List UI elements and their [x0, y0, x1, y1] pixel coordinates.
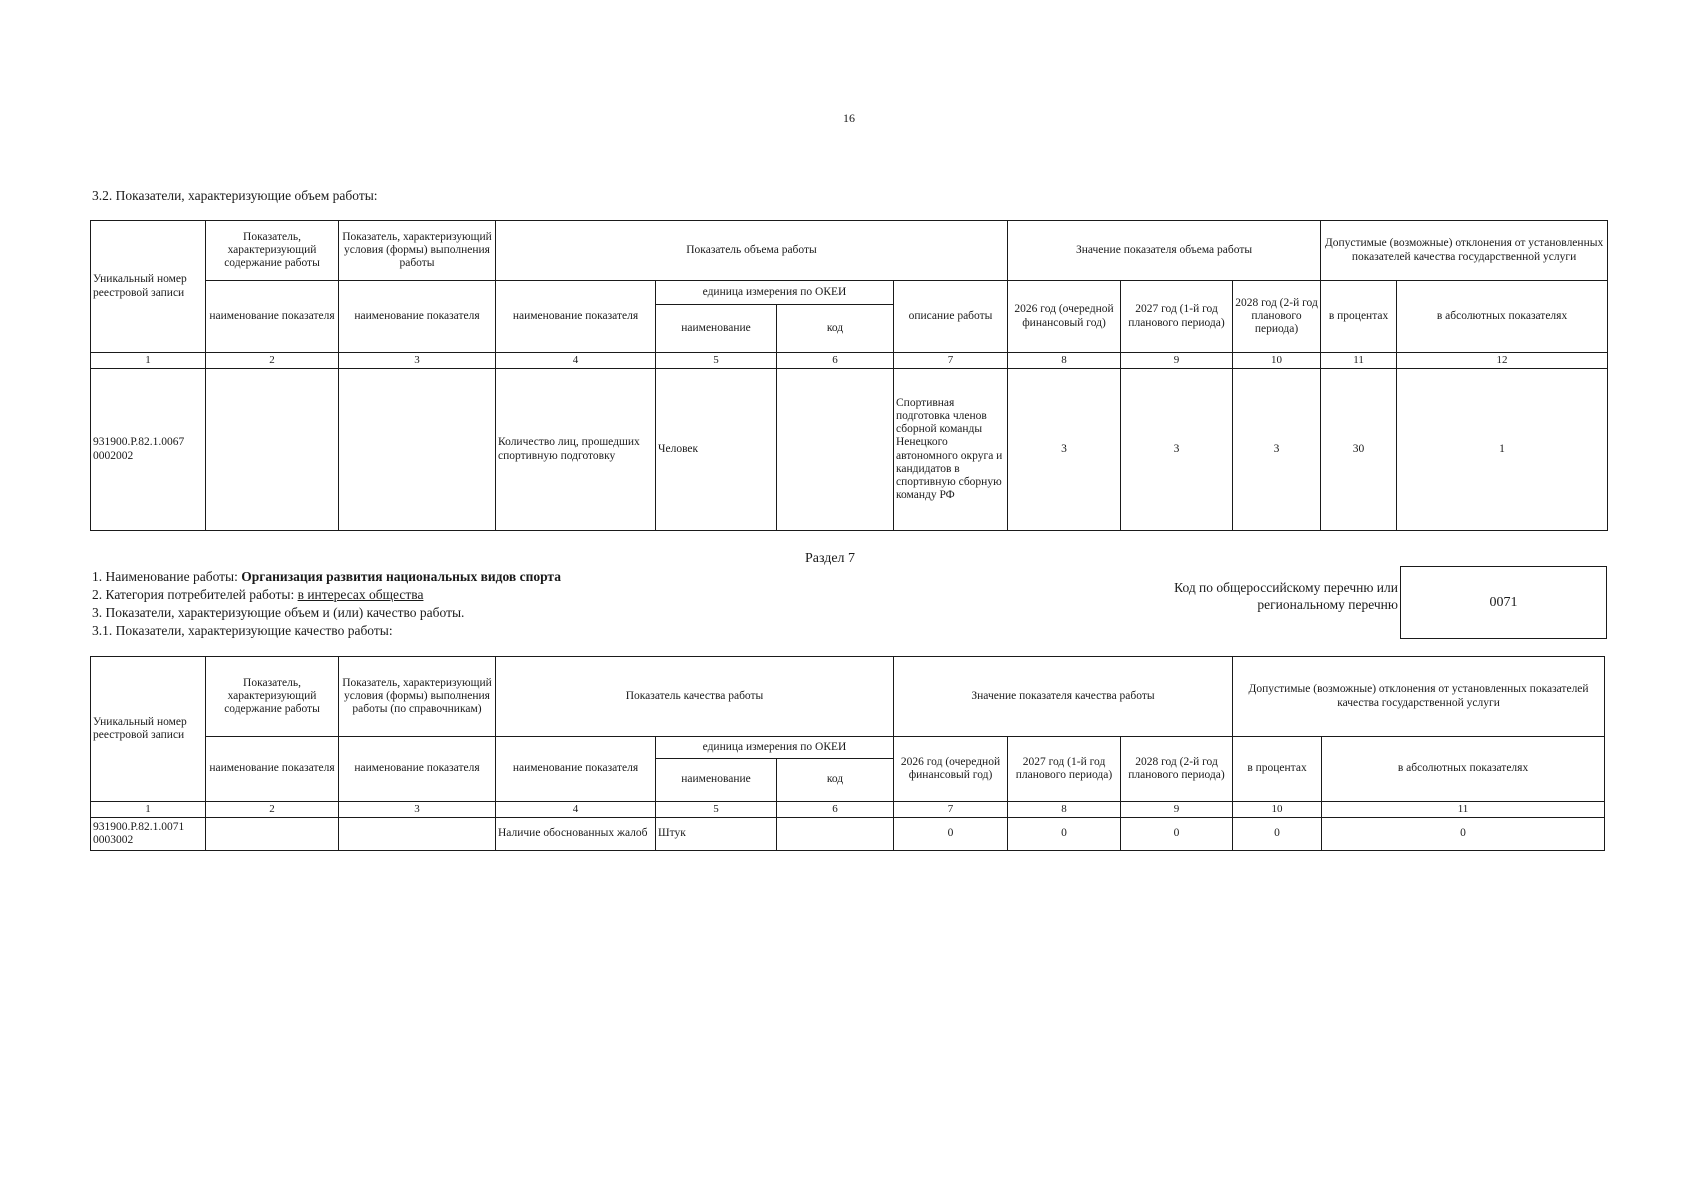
header-year-2026: 2026 год (очередной финансовый год) — [1008, 281, 1121, 353]
volume-section-caption: 3.2. Показатели, характеризующие объем работы: — [92, 188, 378, 203]
header-allowed-deviation: Допустимые (возможные) отклонения от установленных показателей качества государственной услуги — [1321, 221, 1608, 281]
cell-value-2028: 0 — [1121, 818, 1233, 851]
header-indicator-name: наименование показателя — [339, 737, 496, 802]
column-number: 6 — [777, 802, 894, 818]
column-number: 10 — [1233, 802, 1322, 818]
header-unit-okei: единица измерения по ОКЕИ — [656, 281, 894, 305]
cell-unit-name: Штук — [656, 818, 777, 851]
column-number: 11 — [1322, 802, 1605, 818]
cell-indicator-name: Количество лиц, прошедших спортивную подготовку — [496, 369, 656, 531]
header-indicator-name: наименование показателя — [206, 737, 339, 802]
header-percent: в процентах — [1321, 281, 1397, 353]
section-title: Раздел 7 — [804, 551, 856, 566]
column-number: 1 — [91, 353, 206, 369]
header-year-2026: 2026 год (очередной финансовый год) — [894, 737, 1008, 802]
header-quality-value: Значение показателя качества работы — [894, 657, 1233, 737]
column-number: 12 — [1397, 353, 1608, 369]
column-number: 8 — [1008, 353, 1121, 369]
header-quality-indicator: Показатель качества работы — [496, 657, 894, 737]
header-indicator-name: наименование показателя — [339, 281, 496, 353]
header-indicator-name: наименование показателя — [496, 737, 656, 802]
work-name-line — [92, 569, 561, 585]
column-number: 6 — [777, 353, 894, 369]
cell-value-2026: 3 — [1008, 369, 1121, 531]
column-number: 8 — [1008, 802, 1121, 818]
header-year-2027: 2027 год (1-й год планового периода) — [1121, 281, 1233, 353]
header-absolute: в абсолютных показателях — [1397, 281, 1608, 353]
cell-deviation-absolute: 1 — [1397, 369, 1608, 531]
header-allowed-deviation: Допустимые (возможные) отклонения от установленных показателей качества государственной услуги — [1233, 657, 1605, 737]
header-unit-code: код — [777, 759, 894, 802]
header-absolute: в абсолютных показателях — [1322, 737, 1605, 802]
cell-value-2027: 3 — [1121, 369, 1233, 531]
consumer-category-line — [92, 587, 423, 603]
volume-indicators-table — [90, 220, 1608, 531]
work-name-label: 1. Наименование работы: — [92, 569, 242, 584]
table-row — [91, 369, 1608, 531]
cell-deviation-percent: 30 — [1321, 369, 1397, 531]
cell-conditions — [339, 369, 496, 531]
header-content-indicator: Показатель, характеризующий содержание работы — [206, 221, 339, 281]
cell-content — [206, 818, 339, 851]
column-number: 3 — [339, 802, 496, 818]
header-unit-name: наименование — [656, 305, 777, 353]
column-number: 4 — [496, 353, 656, 369]
column-number: 1 — [91, 802, 206, 818]
header-work-description: описание работы — [894, 281, 1008, 353]
quality-indicators-table — [90, 656, 1605, 851]
cell-unit-code — [777, 369, 894, 531]
cell-deviation-absolute: 0 — [1322, 818, 1605, 851]
cell-value-2027: 0 — [1008, 818, 1121, 851]
registry-code-label: Код по общероссийскому перечню или региональному перечню — [1174, 580, 1398, 612]
cell-unique-record-number: 931900.Р.82.1.0067 0002002 — [91, 369, 206, 531]
registry-code-value: 0071 — [1489, 594, 1518, 610]
cell-conditions — [339, 818, 496, 851]
header-unique-record-number: Уникальный номер реестровой записи — [91, 221, 206, 353]
cell-unit-code — [777, 818, 894, 851]
column-number: 3 — [339, 353, 496, 369]
registry-code-box — [1400, 566, 1607, 639]
column-number: 4 — [496, 802, 656, 818]
column-number: 7 — [894, 802, 1008, 818]
column-number: 7 — [894, 353, 1008, 369]
header-conditions-indicator: Показатель, характеризующий условия (формы) выполнения работы — [339, 221, 496, 281]
cell-unique-record-number: 931900.Р.82.1.0071 0003002 — [91, 818, 206, 851]
header-indicator-name: наименование показателя — [496, 281, 656, 353]
header-unit-okei: единица измерения по ОКЕИ — [656, 737, 894, 759]
column-number: 2 — [206, 802, 339, 818]
header-year-2028: 2028 год (2-й год планового периода) — [1121, 737, 1233, 802]
consumer-category-label: 2. Категория потребителей работы: — [92, 587, 298, 602]
cell-work-description: Спортивная подготовка членов сборной команды Ненецкого автономного округа и кандидатов в спортивную сборную команду РФ — [894, 369, 1008, 531]
column-number: 5 — [656, 353, 777, 369]
quality-caption: 3.1. Показатели, характеризующие качество работы: — [92, 623, 393, 638]
table-row — [91, 818, 1605, 851]
header-year-2027: 2027 год (1-й год планового периода) — [1008, 737, 1121, 802]
header-volume-value: Значение показателя объема работы — [1008, 221, 1321, 281]
cell-indicator-name: Наличие обоснованных жалоб — [496, 818, 656, 851]
header-content-indicator: Показатель, характеризующий содержание работы — [206, 657, 339, 737]
header-unique-record-number: Уникальный номер реестровой записи — [91, 657, 206, 802]
cell-value-2026: 0 — [894, 818, 1008, 851]
cell-value-2028: 3 — [1233, 369, 1321, 531]
column-number: 9 — [1121, 353, 1233, 369]
header-indicator-name: наименование показателя — [206, 281, 339, 353]
header-unit-code: код — [777, 305, 894, 353]
column-number: 5 — [656, 802, 777, 818]
cell-content — [206, 369, 339, 531]
work-name-value: Организация развития национальных видов спорта — [241, 569, 561, 584]
column-number: 11 — [1321, 353, 1397, 369]
consumer-category-value: в интересах общества — [297, 587, 424, 602]
header-conditions-indicator: Показатель, характеризующий условия (формы) выполнения работы (по справочникам) — [339, 657, 496, 737]
header-percent: в процентах — [1233, 737, 1322, 802]
cell-unit-name: Человек — [656, 369, 777, 531]
cell-deviation-percent: 0 — [1233, 818, 1322, 851]
header-year-2028: 2028 год (2-й год планового периода) — [1233, 281, 1321, 353]
header-unit-name: наименование — [656, 759, 777, 802]
page-number: 16 — [843, 111, 855, 125]
column-number: 2 — [206, 353, 339, 369]
indicators-line: 3. Показатели, характеризующие объем и (или) качество работы. — [92, 605, 465, 620]
column-number: 10 — [1233, 353, 1321, 369]
column-number: 9 — [1121, 802, 1233, 818]
header-volume-indicator: Показатель объема работы — [496, 221, 1008, 281]
